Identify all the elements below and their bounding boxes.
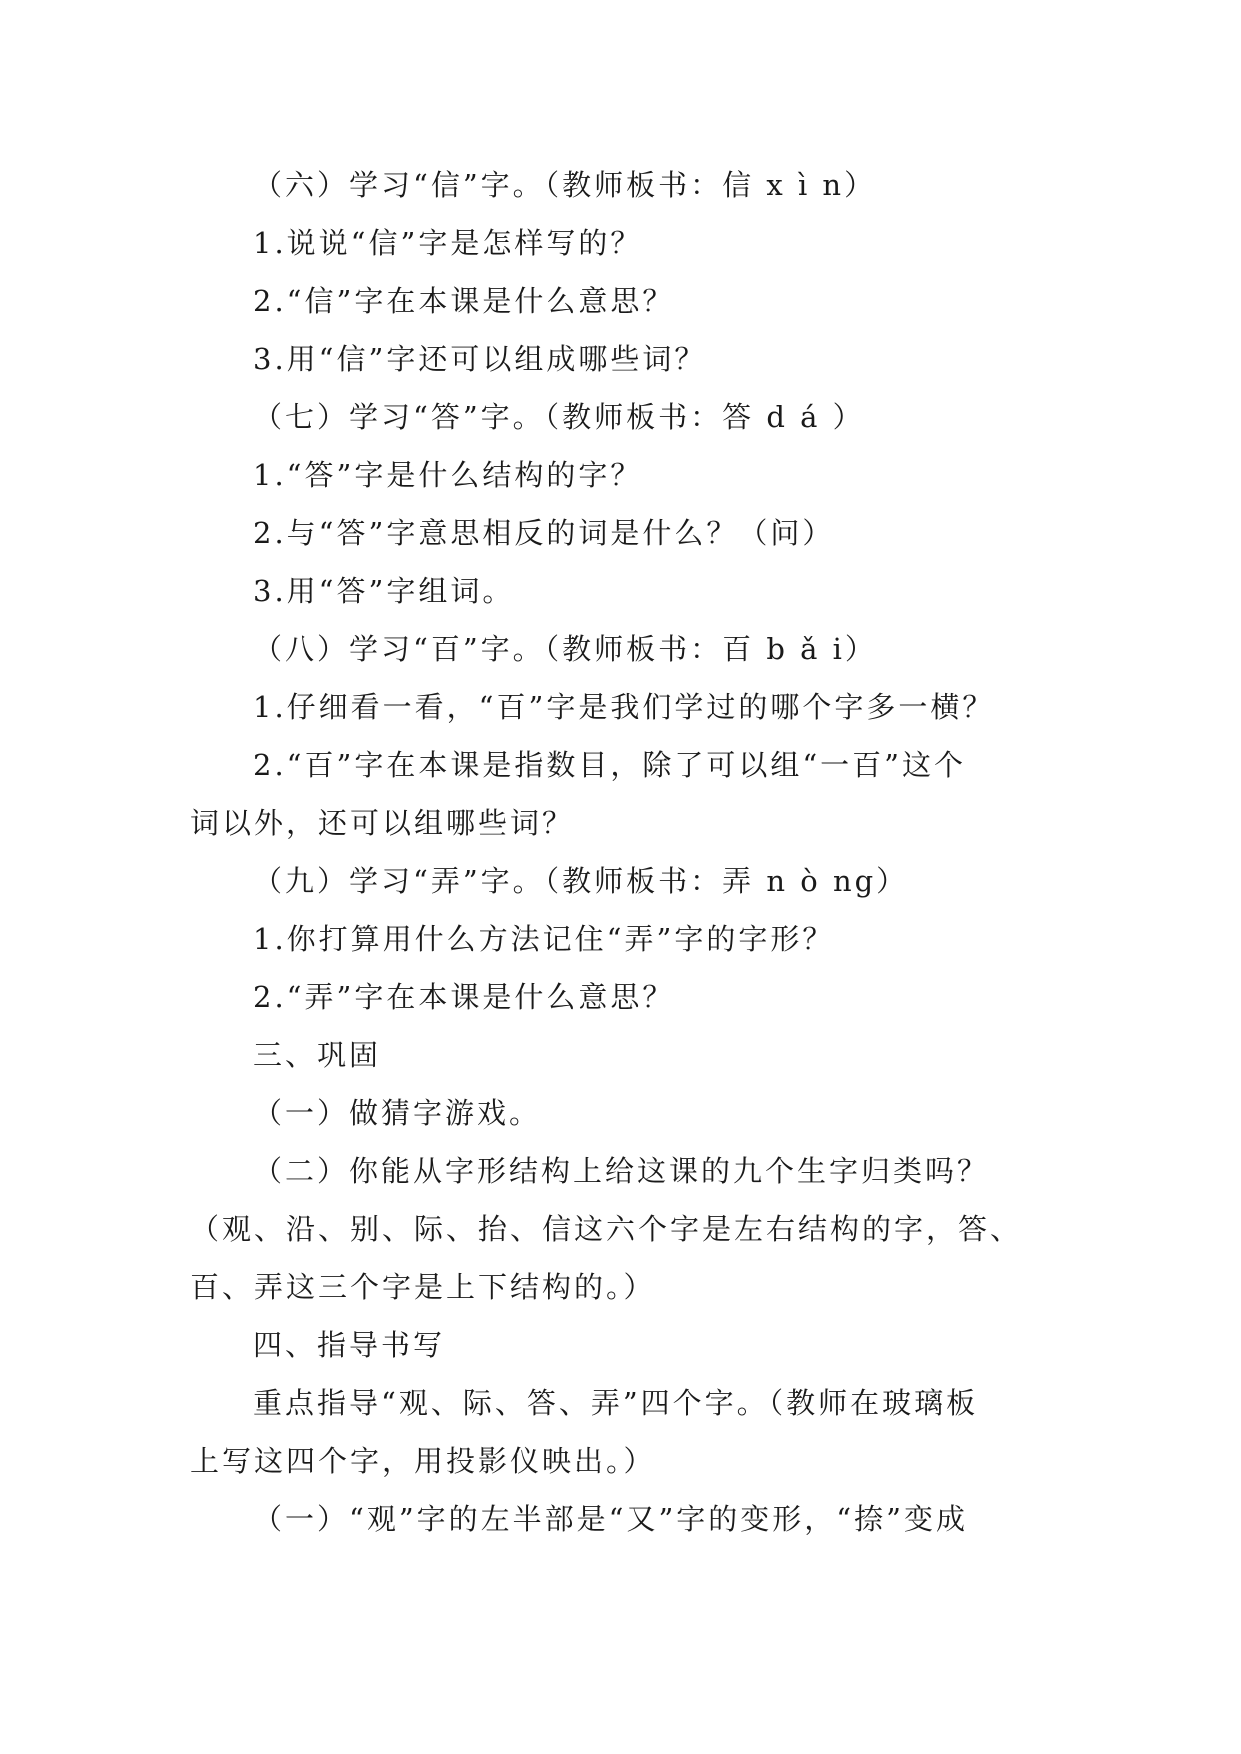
text-line: （一）做猜字游戏。 — [253, 1096, 542, 1130]
text-line: 2.“弄”字在本课是什么意思？ — [253, 980, 675, 1014]
text-line: 3.用“答”字组词。 — [253, 574, 515, 608]
text-line: 词以外，还可以组哪些词？ — [190, 806, 575, 840]
text-line: （一）“观”字的左半部是“又”字的变形，“捺”变成 — [253, 1502, 968, 1536]
text-line: （观、沿、别、际、抬、信这六个字是左右结构的字，答、 — [190, 1212, 1023, 1246]
text-line: 1.仔细看一看，“百”字是我们学过的哪个字多一横？ — [253, 690, 995, 724]
text-line: （九）学习“弄”字。（教师板书：弄 n ò ng） — [253, 864, 909, 898]
text-line: （二）你能从字形结构上给这课的九个生字归类吗？ — [253, 1154, 990, 1188]
section-heading: 四、指导书写 — [253, 1328, 446, 1362]
text-line: 3.用“信”字还可以组成哪些词？ — [253, 342, 707, 376]
text-line: 1.你打算用什么方法记住“弄”字的字形？ — [253, 922, 835, 956]
text-line: 2.“信”字在本课是什么意思？ — [253, 284, 675, 318]
text-line: 百、弄这三个字是上下结构的。） — [190, 1270, 656, 1304]
text-line: （八）学习“百”字。（教师板书：百 b ǎ i） — [253, 632, 877, 666]
section-heading: 三、巩固 — [253, 1038, 382, 1072]
text-line: 1.“答”字是什么结构的字？ — [253, 458, 643, 492]
text-line: 上写这四个字，用投影仪映出。） — [190, 1444, 656, 1478]
text-line: 2.“百”字在本课是指数目，除了可以组“一百”这个 — [253, 748, 966, 782]
text-line: （六）学习“信”字。（教师板书：信 x ì n） — [253, 168, 877, 202]
text-line: 重点指导“观、际、答、弄”四个字。（教师在玻璃板 — [253, 1386, 979, 1420]
text-line: 1.说说“信”字是怎样写的？ — [253, 226, 643, 260]
text-line: （七）学习“答”字。（教师板书：答 d á ） — [253, 400, 865, 434]
text-line: 2.与“答”字意思相反的词是什么？（问） — [253, 516, 835, 550]
